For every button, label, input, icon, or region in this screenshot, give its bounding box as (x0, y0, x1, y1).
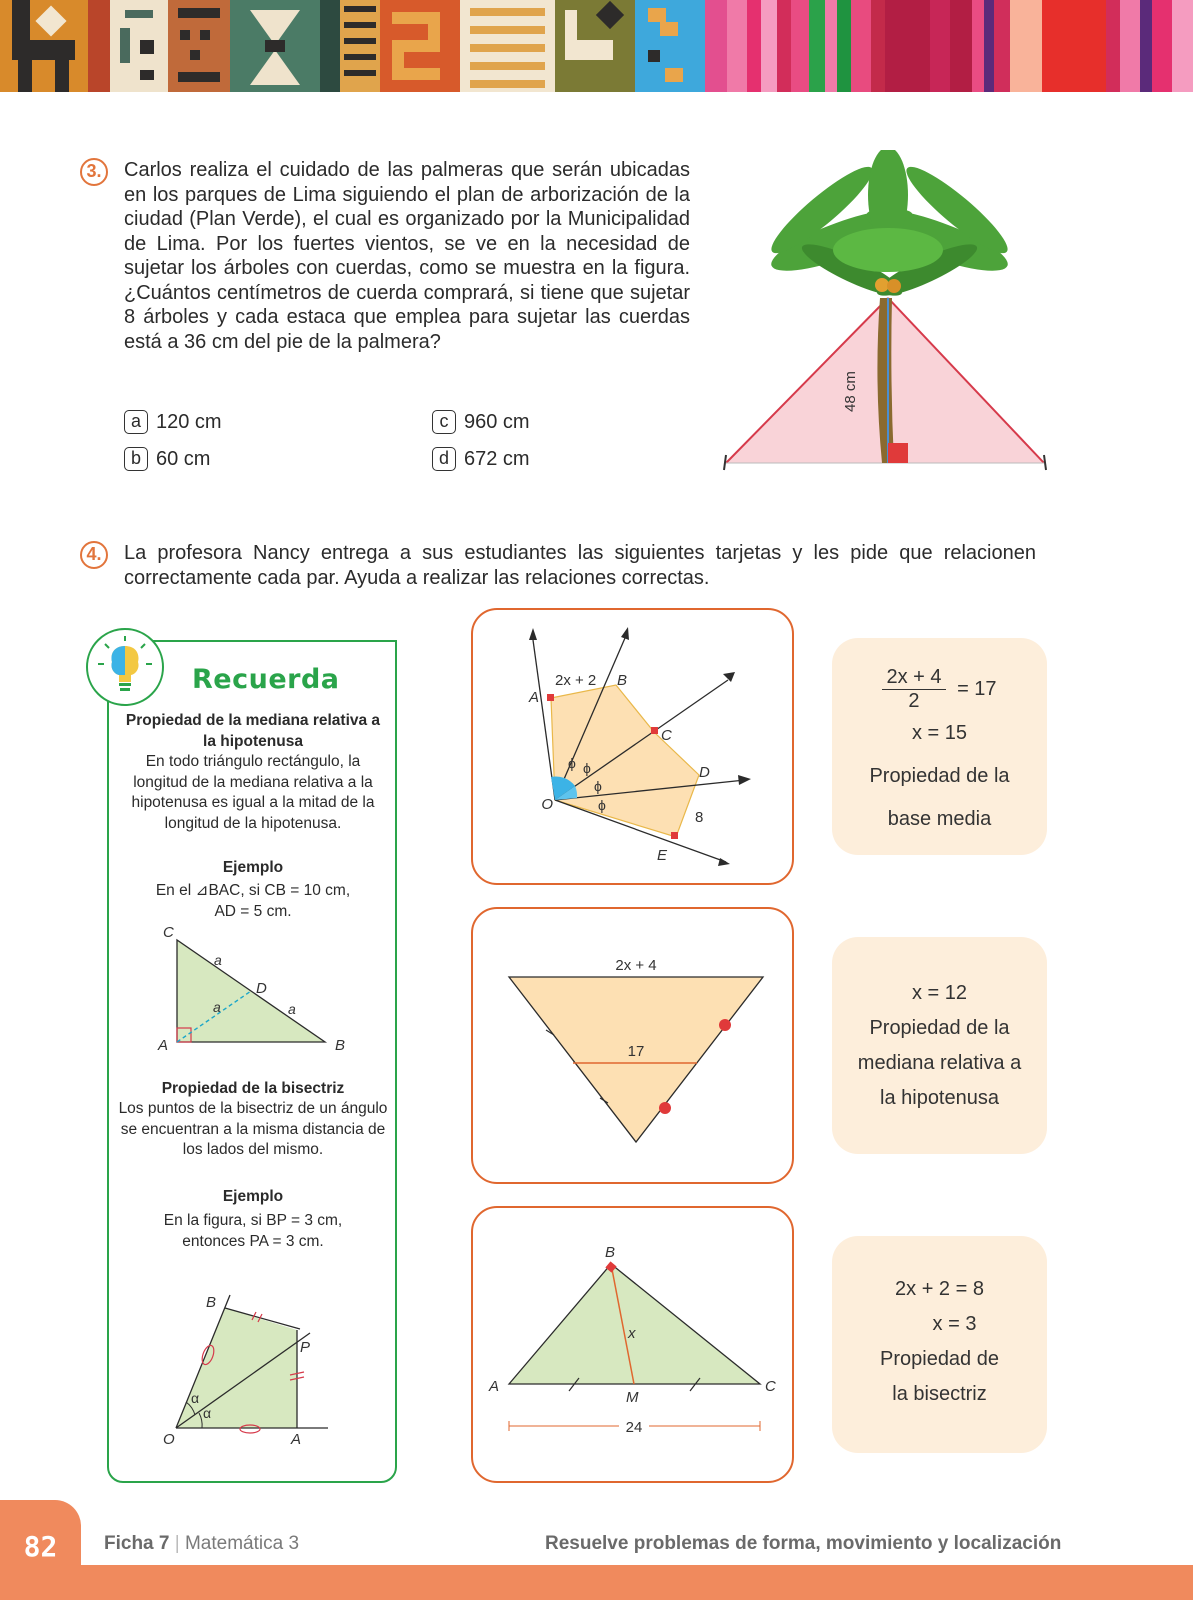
option-c-letter: c (432, 410, 456, 434)
recuerda-title: Recuerda (192, 664, 340, 695)
ans2-line2: Propiedad de la (869, 1017, 1010, 1039)
card-base-media[interactable] (471, 907, 794, 1184)
fig1-label-d: D (256, 980, 267, 997)
card1-label-e: E (657, 847, 668, 864)
fig2-label-p: P (300, 1339, 311, 1356)
question-3-number-text: 3. (86, 161, 102, 181)
option-d-value: 672 cm (464, 447, 530, 470)
card3-label-c: C (765, 1378, 776, 1395)
card1-phi-1: ϕ (568, 755, 576, 771)
ans3-line1: 2x + 2 = 8 (895, 1278, 984, 1300)
decorative-textile-banner (0, 0, 1193, 92)
prop1-example-label (118, 858, 388, 879)
fig1-seg-a1: a (214, 952, 222, 968)
option-b[interactable] (124, 447, 210, 471)
option-a-value: 120 cm (156, 410, 222, 433)
card2-mid-label: 17 (627, 1043, 645, 1060)
card1-side-label: 8 (695, 809, 704, 826)
prop1-title-text: Propiedad de la mediana relativa a la hipotenusa (125, 712, 381, 750)
footer-bar (0, 1565, 1193, 1600)
ans2-line4: la hipotenusa (880, 1087, 999, 1109)
option-c[interactable] (432, 410, 530, 434)
footer-subject: Matemática 3 (184, 1533, 300, 1554)
prop2-title-text: Propiedad de la bisectriz (161, 1080, 345, 1097)
option-c-value: 960 cm (464, 410, 530, 433)
prop2-title (118, 1079, 388, 1100)
footer-separator: | (169, 1533, 185, 1554)
option-a-letter: a (124, 410, 148, 434)
option-b-letter: b (124, 447, 148, 471)
ans3-line3: Propiedad de (880, 1348, 999, 1370)
fig2-label-o: O (163, 1431, 175, 1448)
card1-label-d: D (699, 764, 710, 781)
height-label: 48 cm (842, 371, 859, 412)
ans2-line3: mediana relativa a (857, 1052, 1022, 1074)
card1-label-a: A (529, 689, 540, 706)
card3-label-b: B (605, 1244, 616, 1261)
prop2-text: Los puntos de la bisectriz de un ángulo se encuentran a la misma distancia de los lados del mismo. (118, 1100, 388, 1158)
question-4-number (80, 541, 108, 569)
card3-label-x: x (628, 1325, 636, 1342)
fig1-seg-a2: a (213, 999, 221, 1015)
prop2-example-label-text: Ejemplo (222, 1188, 284, 1205)
card3-label-m: M (626, 1389, 639, 1406)
prop1-text: En todo triángulo rectángulo, la longitud de la mediana relativa a la hipotenusa es igual a la mitad de la longitud de la hipotenusa. (131, 753, 375, 832)
ans3-line2: x = 3 (932, 1313, 977, 1335)
ans1-frac-num: 2x + 4 (882, 666, 945, 690)
footer-ficha-label: Ficha 7 (104, 1533, 170, 1554)
fig2-label-a: A (291, 1431, 302, 1448)
prop1-example-label-text: Ejemplo (222, 859, 284, 876)
prop1-title (118, 711, 388, 752)
prop1-example-line2: AD = 5 cm. (214, 903, 292, 920)
fig2-alpha-1: α (203, 1405, 212, 1421)
ans1-line3: Propiedad de la (869, 765, 1010, 787)
fig1-seg-a3: a (288, 1001, 296, 1017)
page-number: 82 (23, 1530, 58, 1563)
ans1-frac-den: 2 (908, 690, 920, 712)
question-3-number (80, 158, 108, 186)
option-d[interactable] (432, 447, 530, 471)
bulb-brain-icon (86, 628, 164, 706)
option-a[interactable] (124, 410, 222, 434)
prop2-example-label (118, 1187, 388, 1208)
prop2-example-line2: entonces PA = 3 cm. (182, 1233, 324, 1250)
footer-competency: Resuelve problemas de forma, movimiento y localización (545, 1533, 1062, 1554)
card1-top-label: 2x + 2 (555, 672, 597, 689)
fig1-label-a: A (158, 1037, 169, 1054)
ans1-line2: x = 15 (911, 722, 968, 744)
ans1-line4: base media (887, 808, 992, 830)
footer-ficha (104, 1533, 299, 1555)
answer-card-base-media[interactable] (832, 638, 1047, 855)
ans3-line4: la bisectriz (892, 1383, 987, 1405)
card1-phi-2: ϕ (583, 760, 591, 776)
fig1-label-c: C (163, 924, 174, 941)
answer-card-bisectriz[interactable] (832, 1236, 1047, 1453)
card-angle-bisectors[interactable] (471, 608, 794, 885)
right-angle-marker (888, 443, 908, 463)
card1-label-o: O (541, 796, 553, 813)
ans2-line1: x = 12 (911, 982, 968, 1004)
option-d-letter: d (432, 447, 456, 471)
card1-phi-4: ϕ (598, 797, 606, 813)
card2-top-label: 2x + 4 (615, 957, 657, 974)
prop2-example-line1: En la figura, si BP = 3 cm, (163, 1212, 343, 1229)
answer-card-mediana[interactable] (832, 937, 1047, 1154)
ans1-eq-rhs: = 17 (957, 678, 997, 700)
card1-phi-3: ϕ (594, 778, 602, 794)
bisector-figure (150, 1290, 350, 1450)
median-triangle-figure (150, 920, 350, 1055)
card3-label-a: A (489, 1378, 500, 1395)
card1-label-c: C (661, 727, 672, 744)
card1-label-b: B (617, 672, 628, 689)
card3-base-label: 24 (625, 1419, 643, 1436)
prop1-example-line1: En el ⊿BAC, si CB = 10 cm, (155, 882, 351, 899)
question-4-text: La profesora Nancy entrega a sus estudiantes las siguientes tarjetas y les pide que relacionen correctamente cada par. Ayuda a realizar las relaciones correctas. (124, 542, 1036, 589)
fig2-label-b: B (206, 1294, 217, 1311)
question-3-text: Carlos realiza el cuidado de las palmeras que serán ubicadas en los parques de Lima siguiendo el plan de arborización de la ciudad (Plan Verde), el cual es organizado por la Municipalidad de Lima. Por los fuertes vientos, se ve en la necesidad de sujetar los árboles con cuerdas, como se muestra en la figura. ¿Cuántos centímetros de cuerda comprará, si tiene que sujetar 8 árboles y cada estaca que emplea para sujetar las cuerdas está a 36 cm del pie de la palmera? (124, 159, 690, 353)
fig1-label-b: B (335, 1037, 346, 1054)
palm-tree-figure (722, 150, 1052, 475)
option-b-value: 60 cm (156, 447, 211, 470)
card-median-hypotenuse[interactable] (471, 1206, 794, 1483)
fig2-alpha-2: α (191, 1390, 200, 1406)
question-4-number-text: 4. (86, 544, 102, 564)
